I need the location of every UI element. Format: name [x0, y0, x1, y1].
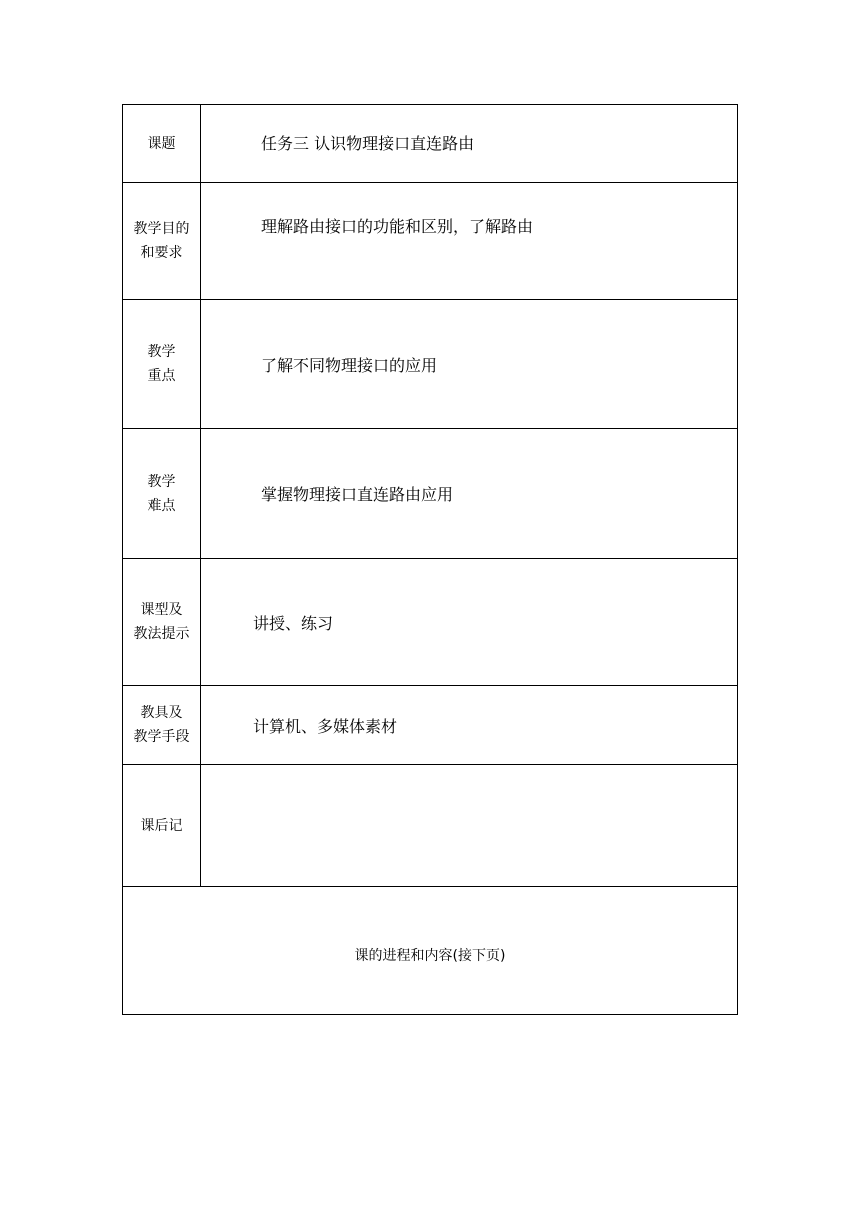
label-line: 课后记 [140, 817, 183, 834]
label-line: 教学 [147, 473, 176, 490]
table-row [123, 183, 738, 300]
content-cell-method [201, 559, 738, 686]
label-line: 教学手段 [133, 729, 190, 745]
objectives-text: 理解路由接口的功能和区别，了解路由 [261, 216, 534, 236]
label-cell-tools [123, 686, 201, 765]
topic-text: 任务三 认识物理接口直连路由 [261, 134, 475, 153]
label-cell-key-points [123, 300, 201, 429]
label-line: 重点 [147, 368, 176, 384]
label-line: 教具及 [140, 705, 183, 721]
label-cell-topic [123, 105, 201, 183]
tools-text: 计算机、多媒体素材 [253, 716, 398, 736]
table-row [123, 429, 738, 559]
difficulties-text: 掌握物理接口直连路由应用 [261, 485, 454, 504]
content-cell-key-points [201, 300, 738, 429]
label-cell-notes [123, 765, 201, 887]
table-row [123, 765, 738, 887]
label-cell-objectives [123, 183, 201, 300]
table-row [123, 559, 738, 686]
content-cell-topic [201, 105, 738, 183]
label-line: 难点 [147, 497, 176, 514]
key-points-text: 了解不同物理接口的应用 [261, 355, 438, 375]
table-row [123, 686, 738, 765]
lesson-plan-table [122, 104, 738, 1015]
label-cell-method [123, 559, 201, 686]
label-line: 课型及 [140, 602, 183, 618]
content-cell-difficulties [201, 429, 738, 559]
content-cell-objectives [201, 183, 738, 300]
content-cell-notes [201, 765, 738, 887]
table-row [123, 887, 738, 1015]
label-line: 教法提示 [133, 626, 190, 642]
label-line: 教学目的 [133, 221, 190, 237]
label-line: 和要求 [140, 245, 183, 261]
footer-cell [123, 887, 738, 1015]
table-row [123, 300, 738, 429]
footer-text: 课的进程和内容(接下页) [354, 947, 506, 964]
method-text: 讲授、练习 [253, 613, 334, 633]
table-row [123, 105, 738, 183]
label-cell-difficulties [123, 429, 201, 559]
label-line: 教学 [147, 344, 176, 360]
label-line: 课题 [147, 135, 176, 152]
content-cell-tools [201, 686, 738, 765]
